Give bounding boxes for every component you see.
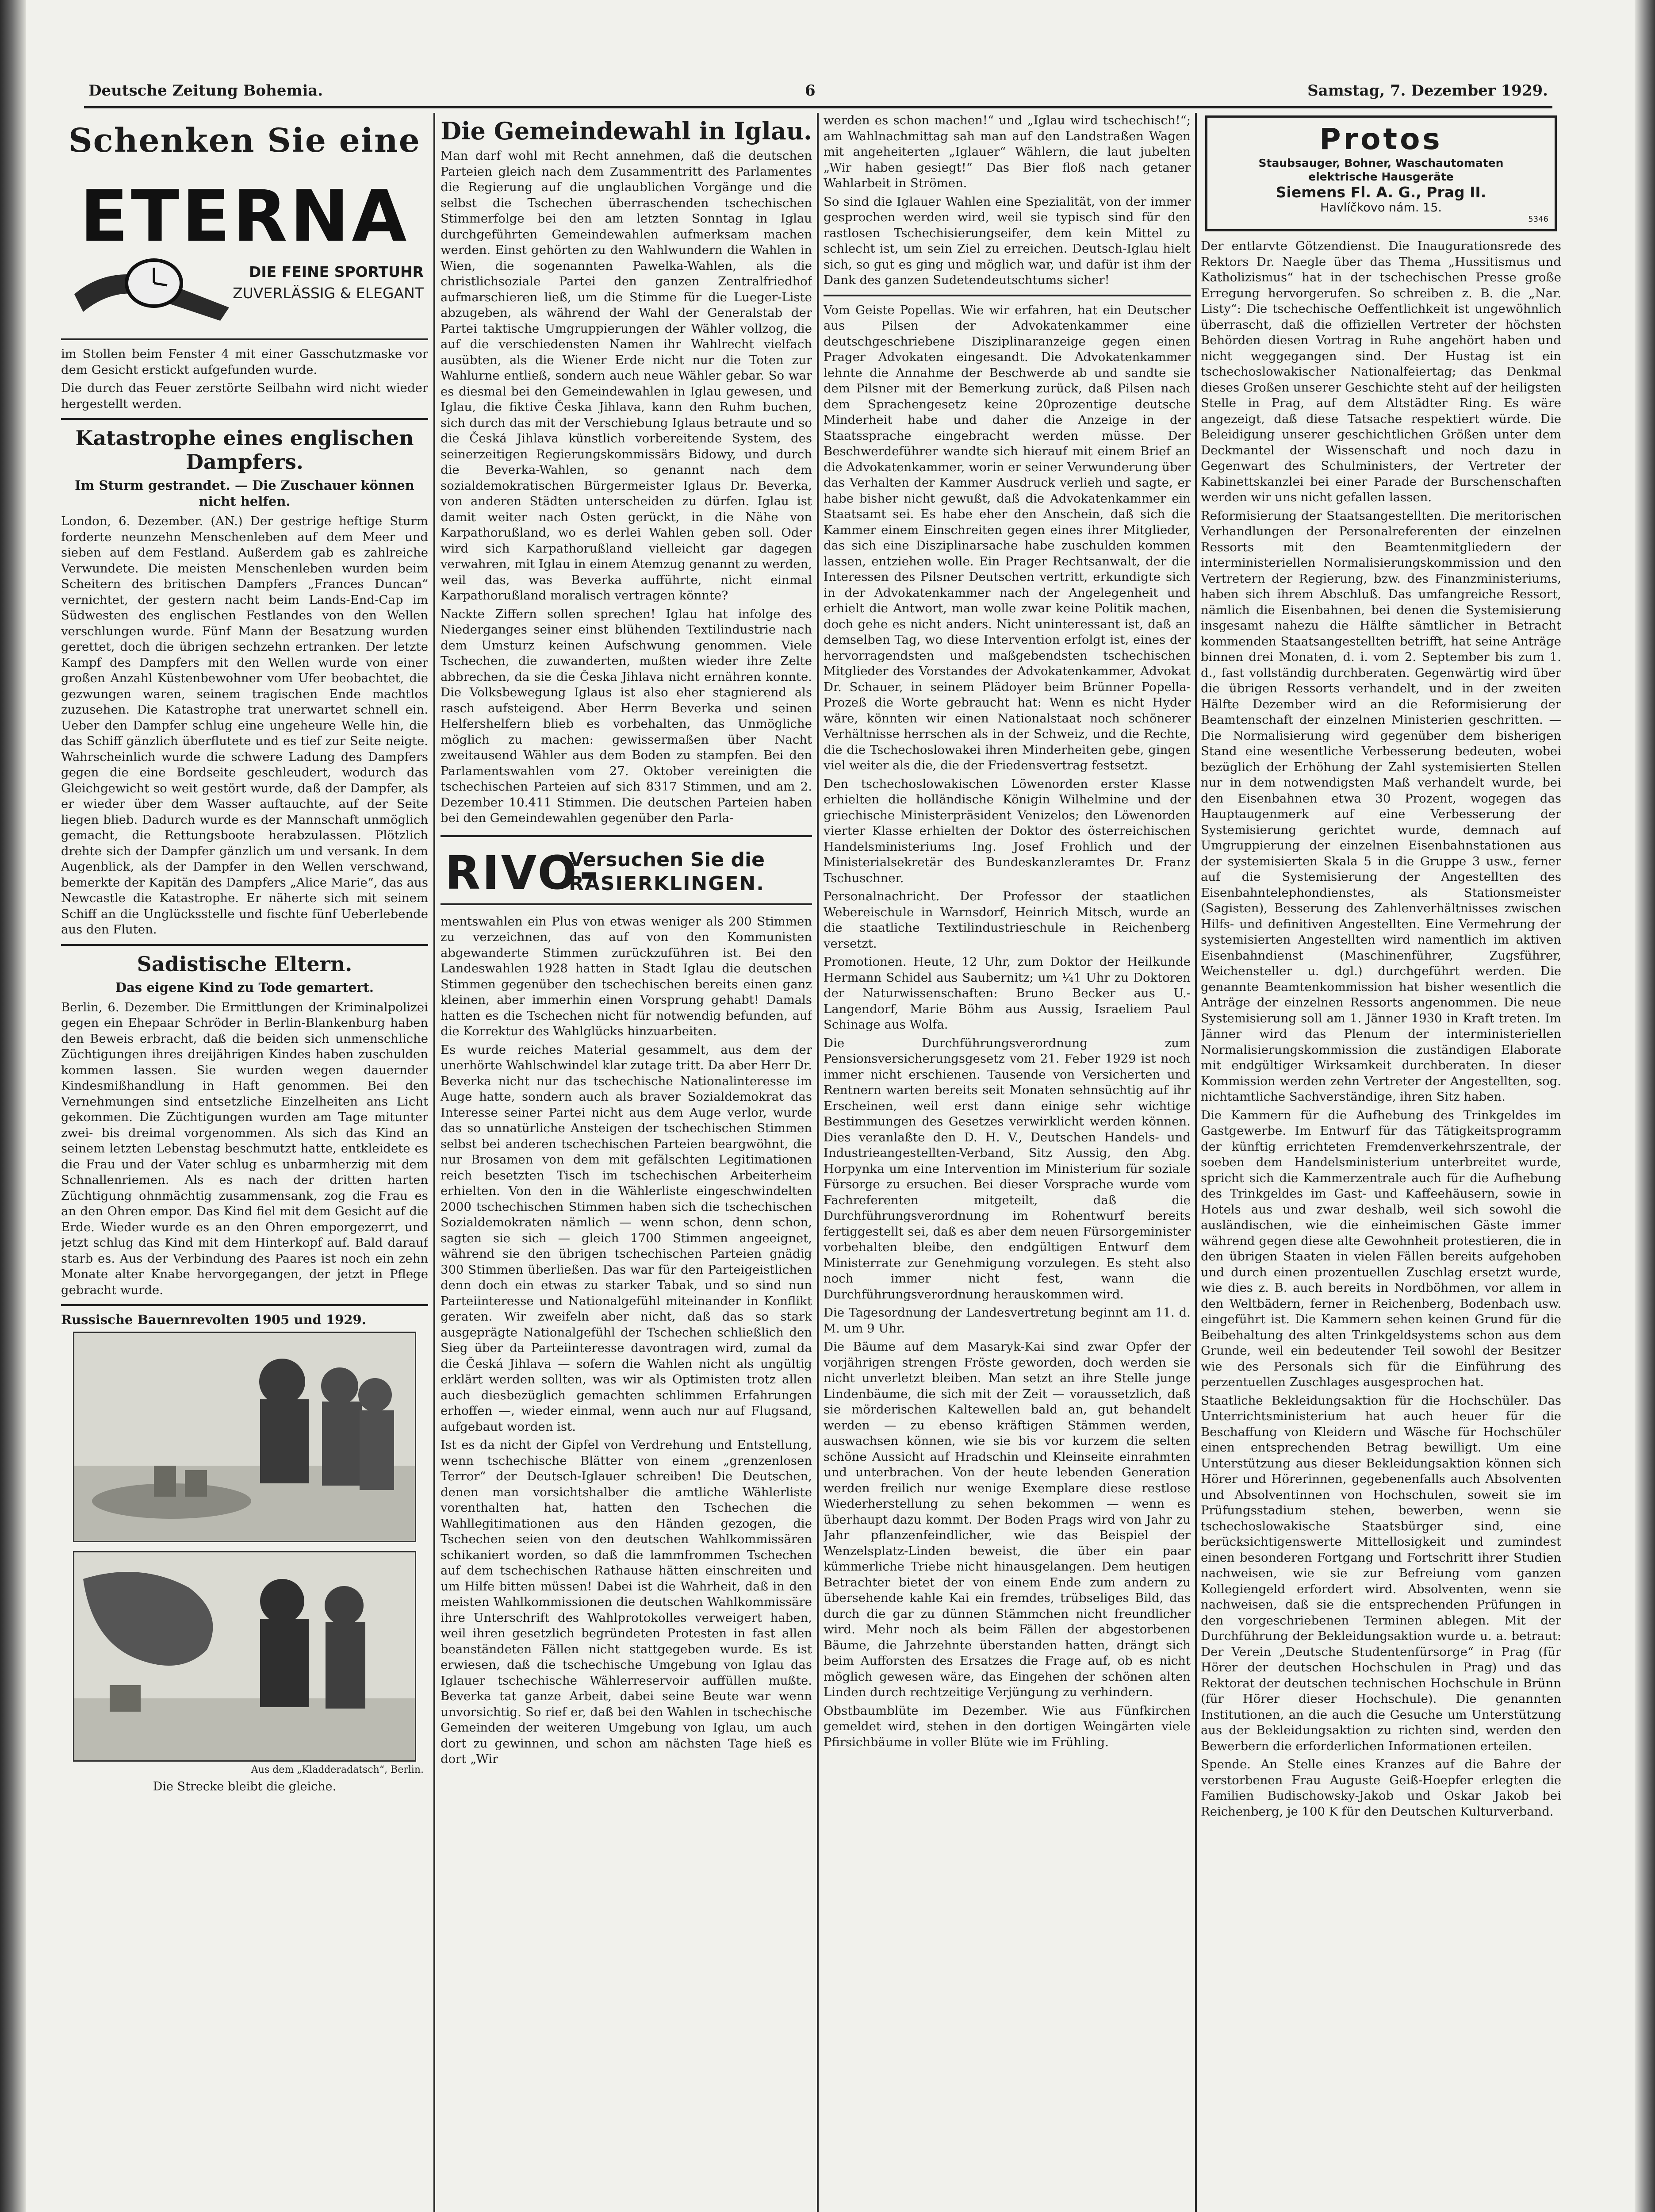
column-1 <box>61 113 428 2212</box>
news-item: Spende. An Stelle eines Kranzes auf die Bahre der verstorbenen Frau Auguste Geiß-Hoepfer erlegten die Familien Budischowsky-Jakob und Oskar Jakob bei Reichenberg, je 100 K für den Deutschen Kulturverband. <box>1201 1757 1561 1819</box>
column-4 <box>1201 113 1561 2212</box>
article-paragraph: Es wurde reiches Material gesammelt, aus dem der unerhörte Wahlschwindel klar zutage tritt. Da aber Herr Dr. Beverka nicht nur das tschechische Nationalinteresse im Auge hatte, sondern auch als braver Sozialdemokrat das Interesse seiner Partei nicht aus dem Auge verlor, wurde das so unnatürliche Ansteigen der tschechischen Stimmen selbst bei anderen tschechischen Parteien beargwöhnt, die nur Brosamen von dem mit gefälschten Legitimationen reich besetzten Tisch im tschechischen Arbeiterheim erhielten. Von den in die Wählerliste eingeschwindelten 2000 tschechischen Stimmen haben sich die tschechischen Sozialdemokraten nämlich — wenn schon, denn schon, sagten sie sich — gleich 1700 Stimmen angeeignet, während sie den übrigen tschechischen Parteien gnädig 300 Stimmen überließen. Das war für den Parteigeistlichen denn doch ein etwas zu starker Tabak, und so sind nun Parteiinteresse und Nationalgefühl miteinander in Konflikt geraten. Wir zweifeln aber nicht, daß das so stark ausgeprägte Nationalgefühl der Tschechen schließlich den Sieg über da Parteiinteresse davontragen wird, zumal da die Česká Jihlava — sofern die Wahlen nicht als ungültig erklärt werden sollten, was wir als Optimisten trotz allen auch diesbezüglich gemachten schlimmen Erfahrungen erhoffen —, wieder einmal, wenn auch nur auf Flugsand, aufgebaut worden ist. <box>441 1042 812 1434</box>
protos-company: Siemens Fl. A. G., Prag II. <box>1276 184 1486 201</box>
news-item: Promotionen. Heute, 12 Uhr, zum Doktor der Heilkunde Hermann Schidel aus Saubernitz; um ¼1 Uhr zu Doktoren der Naturwissenschaften: Bruno Becker aus U.-Langendorf, Marie Böhm aus Aussig, Israeliem Paul Schinage aus Wolfa. <box>824 955 1191 1032</box>
column-divider <box>817 113 819 2212</box>
issue-date: Samstag, 7. Dezember 1929. <box>1307 82 1548 100</box>
news-item: Staatliche Bekleidungsaktion für die Hochschüler. Das Unterrichtsministerium hat auch heuer für die Beschaffung von Kleidern und Wäsche für Hochschüler einen entsprechenden Betrag bewilligt. Um eine Unterstützung aus dieser Bekleidungsaktion können sich Hörer und Hörerinnen, gegebenenfalls auch Absolventen und Absolventinnen von Hochschulen, soweit sie im Prüfungsstadium stehen, bewerben, wenn sie tschechoslowakische Staatsbürger sind, eine berücksichtigenswerte Mittellosigkeit und zumindest einen besonderen Fortgang und Fortschritt ihrer Studien nachweisen, wie sie zur Befreiung vom ganzen Kollegiengeld erfordert wird. Absolventen, wenn sie nachweisen, daß sie die entsprechenden Prüfungen in den vorgeschriebenen Terminen ablegen. Mit der Durchführung der Bekleidungsaktion wurde u. a. betraut: Der Verein „Deutsche Studentenfürsorge“ in Prag (für Hörer der deutschen Hochschulen in Prag) und das Rektorat der deutschen technischen Hochschule in Brünn (für Hörer dieser Hochschule). Die genannten Institutionen, an die auch die Gesuche um Unterstützung aus der Bekleidungsaktion zu richten sind, werden den Bewerbern die erforderlichen Informationen erteilen. <box>1201 1393 1561 1753</box>
section-rule <box>61 1304 428 1306</box>
illustration-caption: Die Strecke bleibt die gleiche. <box>153 1780 337 1793</box>
rivo-line-1: Versuchen Sie die <box>569 848 765 871</box>
news-item: Die Durchführungsverordnung zum Pensionsversicherungsgesetz vom 21. Feber 1929 ist noch immer nicht erschienen. Tausende von Versicherten und Rentnern warten bereits seit Monaten sehnsüchtig auf ihr Erscheinen, weil erst dann einige sehr wichtige Bestimmungen des Gesetzes verwirklicht werden können. Dies veranlaßte den D. H. V., Deutschen Handels- und Industrieangestellten-Verband, Sitz Aussig, den Abg. Horpynka um eine Intervention im Ministerium für soziale Fürsorge zu ersuchen. Bei dieser Vorsprache wurde vom Fachreferenten mitgeteilt, daß die Durchführungsverordnung im Rohentwurf bereits fertiggestellt sei, daß es aber dem neuen Fürsorgeminister vorbehalten bleibe, den endgültigen Entwurf dem Ministerrate zur Genehmigung vorzulegen. Es steht also noch immer nicht fest, wann die Durchführungsverordnung herauskommen wird. <box>824 1036 1191 1302</box>
article-headline: Sadistische Eltern. <box>137 952 352 976</box>
protos-address: Havlíčkovo nám. 15. <box>1320 201 1442 215</box>
illustration-1905 <box>73 1332 416 1542</box>
protos-products: Staubsauger, Bohner, Waschautomaten <box>1258 157 1504 169</box>
article-subheadline: Das eigene Kind zu Tode gemartert. <box>115 979 374 995</box>
eterna-tagline-2: ZUVERLÄSSIG & ELEGANT <box>233 284 424 302</box>
rivo-brand: RIVO- <box>445 845 600 900</box>
page-header <box>88 82 1548 104</box>
news-item: Die Kammern für die Aufhebung des Trinkgeldes im Gastgewerbe. Im Entwurf für das Tätigkeitsprogramm der künftig errichteten Fremdenverkehrszentrale, der soeben dem Handelsministerium unterbreitet wurde, spricht sich die Kammerzentrale auch für die Aufhebung des Trinkgeldes im Gast- und Kaffeehäusern, sowie in Hotels aus und zwar deshalb, weil sich sowohl die ausländischen, wie die einheimischen Gäste immer während gegen diese alte Gewohnheit protestieren, die in den übrigen Staaten in vielen Fällen bereits aufgehoben und durch einen prozentuellen Zuschlag ersetzt wurde, wie dies z. B. auch bereits in Nordböhmen, vor allem in den Weltbädern, ferner in Reichenberg, Bodenbach usw. eingeführt ist. Die Kammern sehen keinen Grund für die Beibehaltung des alten Trinkgeldsystems schon aus dem Grunde, weil ein bedeutender Teil sowohl der Besitzer wie des Personals sich für die Einführung des perzentuellen Zuschlages ausgesprochen hat. <box>1201 1108 1561 1389</box>
news-item: Die Tagesordnung der Landesvertretung beginnt am 11. d. M. um 9 Uhr. <box>824 1306 1191 1336</box>
eterna-headline: Schenken Sie eine <box>69 122 421 160</box>
article-headline: Katastrophe eines englischen Dampfers. <box>75 426 414 474</box>
protos-products-2: elektrische Hausgeräte <box>1308 170 1454 183</box>
news-item: Vom Geiste Popellas. Wie wir erfahren, hat ein Deutscher aus Pilsen der Advokatenkammer eine deutschgeschriebene Disziplinaranzeige gegen einen Prager Advokaten eingesandt. Die Advokatenkammer lehnte die Annahme der Beschwerde ab und sandte sie dem Pilsner mit der Bemerkung zurück, daß Pilsen nach dem Sprachengesetz keine 20prozentige deutsche Minderheit habe und daher die Anzeige in der Staatssprache eingebracht werden müsse. Der Beschwerdeführer wandte sich hierauf mit einem Brief an die Advokatenkammer, worin er seiner Verwunderung über das Verhalten der Kammer Ausdruck verlieh und sagte, er habe bisher nicht gewußt, daß die Advokatenkammer ein Staatsamt sei. Es habe eher den Anschein, daß sich die Kammer einem Einschreiten gegen eines ihrer Mitglieder, das sich eine Disziplinarsache habe zuschulden kommen lassen, entziehen wolle. Ein Prager Rechtsanwalt, der die Interessen des Pilsner Deutschen vertritt, erkundigte sich in der Advokatenkammer nach der Angelegenheit und erhielt die Antwort, man wolle zwar keine Politik machen, doch gehe es nicht anders. Nicht uninteressant ist, daß an demselben Tag, wo diese Intervention erfolgt ist, eines der hervorragendsten und maßgebendsten tschechischen Mitglieder des Vorstandes der Advokatenkammer, Advokat Dr. Schauer, in seinem Plädoyer beim Brünner Popella-Prozeß die Worte gebraucht hat: Wenn es nicht Hyder wäre, könnten wir einen Nationalstaat noch schönerer Verhältnisse herrschen als in der Schweiz, und die Rechte, die die Tschechoslowakei ihren Minderheiten gebe, gingen viel weiter als die, die der Friedensvertrag festsetzt. <box>824 303 1191 772</box>
page-number: 6 <box>805 82 816 100</box>
section-rule <box>824 295 1191 296</box>
news-item: Den tschechoslowakischen Löwenorden erster Klasse erhielten die holländische Königin Wilhelmine und der griechische Ministerpräsident Venizelos; den Löwenorden vierter Klasse erhielten der Doktor des österreichischen Handelsministeriums Ing. Josef Frohlich und der Ministerialsekretär des Bundeskanzleramtes Dr. Franz Tschuschner. <box>824 776 1191 885</box>
rivo-line-2: RASIERKLINGEN. <box>569 872 765 895</box>
wristwatch-icon <box>70 241 238 325</box>
eterna-advertisement <box>61 113 428 340</box>
news-item: Obstbaumblüte im Dezember. Wie aus Fünfkirchen gemeldet wird, stehen in den dortigen Weingärten viele Pfirsichbäume in voller Blüte wie im Frühling. <box>824 1703 1191 1749</box>
article-paragraph: Ist es da nicht der Gipfel von Verdrehung und Entstellung, wenn tschechische Blätter von einem „grenzenlosen Terror“ der Deutsch-Iglauer schreiben! Die Deutschen, denen man vorsichtshalber die amtliche Wählerliste vorenthalten hat, hatten den Tschechen die Wahllegitimationen aus den Händen gezogen, die Tschechen seien von den deutschen Wahlkommissären schikaniert worden, so daß die lammfrommen Tschechen auf dem tschechischen Rathause hätten einschreiten und um Hilfe bitten müssen! Dabei ist die Wahrheit, daß in den meisten Wahlkommissionen die deutschen Wahlkommissäre ihre Unterschrift des Wahlprotokolles verweigert haben, weil ihren gesetzlich begründeten Protesten in fast allen beanständeten Fällen nicht stattgegeben wurde. Es ist erwiesen, daß die tschechische Umgebung von Iglau das Iglauer tschechische Wählerreservoir auffüllen mußte. Beverka tat ganze Arbeit, dabei seine Beute war wenn unvorsichtig. So rief er, daß bei den Wahlen in tschechische Gemeinden der weiteren Umgebung von Iglau, um auch dort zu gewinnen, und schon am nächsten Tage hieß es dort „Wir <box>441 1438 812 1766</box>
article-paragraph: Die durch das Feuer zerstörte Seilbahn wird nicht wieder hergestellt werden. <box>61 381 428 411</box>
article-continuation: werden es schon machen!“ und „Iglau wird tschechisch!“; am Wahlnachmittag sah man auf den Landstraßen Wagen mit angeheiterten „Iglauer“ Wählern, die laut jubelten „Wir haben gesiegt!“ Das Bier floß nach getaner Wahlarbeit in Strömen. <box>824 113 1191 190</box>
article-subheadline: Im Sturm gestrandet. — Die Zuschauer können nicht helfen. <box>75 478 414 509</box>
scan-left-edge <box>0 0 26 2212</box>
illustration-credit: Aus dem „Kladderadatsch“, Berlin. <box>251 1764 424 1775</box>
news-item: Die Bäume auf dem Masaryk-Kai sind zwar Opfer der vorjährigen strengen Fröste geworden, doch werden sie nicht unverletzt bleiben. Man setzt an ihre Stelle junge Lindenbäume, die sich mit der Zeit — voraussetzlich, daß sie mörderischen Kaltewellen bald an, gut behandelt werden — zu ebenso kräftigen Stämmen werden, auswachsen können, wie sie bis vor kurzem die selten schöne Aussicht auf Hradschin und Kleinseite einrahmten und unterbrachen. Von der heute lebenden Generation werden freilich nur wenige Exemplare diese restlose Wiederherstellung zu sehen bekommen — wenn es überhaupt dazu kommt. Der Boden Prags wird von Jahr zu Jahr pflanzenfeindlicher, wie das Beispiel der Wenzelsplatz-Linden beweist, die über ein paar kümmerliche Triebe nicht hinausgelangen. Dem heutigen Betrachter bietet der von einem Ende zum andern zu übersehende kahle Kai ein fremdes, trübseliges Bild, das durch die gar zu dünnen Stämmchen nicht freundlicher wird. Mehr noch als beim Fällen der abgestorbenen Bäume, die Jahrzehnte überstanden hatten, drängt sich beim Aufforsten des Ersatzes die Frage auf, ob es nicht möglich gewesen wäre, das Eingehen der schönen alten Linden durch rechtzeitige Verjüngung zu verhindern. <box>824 1340 1191 1699</box>
protos-brand: Protos <box>1319 122 1443 156</box>
column-2 <box>441 113 812 2212</box>
column-divider <box>1195 113 1197 2212</box>
protos-advertisement <box>1205 115 1557 231</box>
news-item: Der entlarvte Götzendienst. Die Inaugurationsrede des Rektors Dr. Naegle über das Thema „Hussitismus und Katholizismus“ hat in der tschechischen Presse große Erregung hervorgerufen. So schreiben z. B. die „Nar. Listy“: Die tschechische Oeffentlichkeit ist ungewöhnlich überrascht, daß die offiziellen Vertreter der höchsten Behörden diesen Vortrag in Ruhe angehört haben und nicht weggegangen sind. Der Hustag ist ein tschechoslowakischer Nationalfeiertag; das Denkmal dieses Großen unserer Geschichte steht auf der heiligsten Stelle in Prag, auf dem Altstädter Ring. Es wäre angezeigt, daß diese Tatsache respektiert würde. Die Beleidigung unserer geschichtlichen Größen unter dem Deckmantel der Wissenschaft und noch dazu in Gegenwart des Schulministers, der Vertreter der Kabinettskanzlei bei einer Parade der Burschenschaften werden wir uns nicht gefallen lassen. <box>1201 239 1561 504</box>
news-item: Reformisierung der Staatsangestellten. Die meritorischen Verhandlungen der Personalreferenten der einzelnen Ressorts mit den Beamtenmitgliedern der interministeriellen Normalisierungskommission und den Vertretern der Regierung, bzw. des Finanzministeriums, haben sich ihrem Abschluß. Das umfangreiche Ressort, nämlich die Eisenbahnen, bei denen die Systemisierung insgesamt nahezu die Hälfte sämtlicher in Betracht kommenden Staatsangestellten betrifft, hat seine Anträge binnen drei Monaten, d. i. vom 2. September bis zum 1. d., fast vollständig durchberaten. Gegenwärtig wird über die übrigen Ressorts verhandelt, und in der zweiten Hälfte Dezember wird an die Reformisierung der Beamtenschaft der einzelnen Ministerien geschritten. — Die Normalisierung wird gegenüber dem bisherigen Stand eine wesentliche Verbesserung bedeuten, wobei bezüglich der Erhöhung der Zahl systemisierten Stellen nur in dem notwendigsten Maß verhandelt wurde, bei den Eisenbahnen etwa 30 Prozent, wogegen das Hauptaugenmerk auf eine Verbesserung der Systemisierung gerichtet wurde, demnach auf Umgruppierung der einzelnen Eisenbahnstationen aus der systemisierten Skala 5 in die Gruppe 3 usw., ferner auf die Systemisierung der Angestellten des Eisenbahntelephondienstes, als Stationsmeister (Sagisten), Besserung des Zahlenverhältnisses zwischen Hilfs- und definitiven Angestellten. Eine Vermehrung der systemisierten Angestellten wird namentlich im aktiven Eisenbahndienst (Maschinenführer, Zugsführer, Weichensteller u. dgl.) durchgeführt werden. Die genannte Beamtenkommission hat bisher wesentlich die Anträge der einzelnen Ressorts angenommen. Die neue Systemisierung soll am 1. Jänner 1930 in Kraft treten. Im Jänner wird das Plenum der interministeriellen Normalisierungskommission die zuständigen Elaborate mit endgültiger Wirksamkeit durchberaten. In dieser Kommission werden zehn Vertreter der Angestellten, sog. nichtamtliche Sachverständige, ihren Sitz haben. <box>1201 508 1561 1104</box>
illustration-title: Russische Bauernrevolten 1905 und 1929. <box>61 1312 366 1327</box>
article-paragraph: Berlin, 6. Dezember. Die Ermittlungen der Kriminalpolizei gegen ein Ehepaar Schröder in Berlin-Blankenburg haben den Beweis erbracht, daß die beiden sich unmenschliche Züchtigungen ihres dreijährigen Kindes haben zuschulden kommen lassen. Sie wurden wegen dauernder Kindesmißhandlung in Haft genommen. Bei den Vernehmungen sind entsetzliche Einzelheiten ans Licht gekommen. Die Züchtigungen wurden am Tage mitunter zwei- bis dreimal vorgenommen. Als sich das Kind an seinem letzten Lebenstag beschmutzt hatte, entkleidete es die Frau und der Vater schlug es unbarmherzig mit dem Schnallenriemen. Als es nach der dritten harten Züchtigung ohnmächtig zusammensank, zog die Frau es an den Ohren empor. Das Kind fiel mit dem Gesicht auf die Erde. Wieder wurde es an den Ohren emporgezerrt, und jetzt schlug das Kind mit dem Hinterkopf auf. Bald darauf starb es. Aus der Verbindung des Paares ist noch ein zehn Monate alter Knabe hervorgegangen, der jetzt in Pflege gebracht wurde. <box>61 1000 428 1297</box>
article-paragraph: Nackte Ziffern sollen sprechen! Iglau hat infolge des Niederganges seiner einst blühenden Textilindustrie nach dem Umsturz keinen Aufschwung genommen. Viele Tschechen, die zuwanderten, mußten wieder ihre Zelte abbrechen, da sie die Česka Jihlava nicht ernähren konnte. Die Volksbewegung Iglaus ist also eher stagnierend als rasch aufsteigend. Aber Herrn Beverka und seinen Helfershelfern blieb es vorbehalten, das Unmögliche möglich zu machen: gewissermaßen über Nacht zweitausend Wähler aus dem Boden zu stampfen. Bei den Parlamentswahlen vom 27. Oktober vereinigten die tschechischen Parteien auf sich 8317 Stimmen, und am 2. Dezember 10.411 Stimmen. Die deutschen Parteien haben bei den Gemeindewahlen gegenüber den Parla- <box>441 607 812 825</box>
article-paragraph: mentswahlen ein Plus von etwas weniger als 200 Stimmen zu verzeichnen, das auf von den Kommunisten abgewanderte Stimmen zurückzuführen ist. Bei den Landeswahlen 1928 hatten in Stadt Iglau die deutschen Stimmen gegenüber den tschechischen bereits einen ganz kleinen, aber immerhin einen Vorsprung gehabt! Damals hatten es die Tschechen nicht für notwendig befunden, auf die Korrektur des Wahlglücks hinzuarbeiten. <box>441 914 812 1038</box>
section-rule <box>61 944 428 946</box>
article-paragraph: London, 6. Dezember. (AN.) Der gestrige heftige Sturm forderte neunzehn Menschenleben auf dem Meer und sieben auf dem Festland. Außerdem gab es zahlreiche Verwundete. Die meisten Menschenleben wurden beim Scheitern des britischen Dampfers „Frances Duncan“ vernichtet, der gestern nacht beim Lands-End-Cap im Südwesten des englischen Festlandes von den Wellen verschlungen wurde. Fünf Mann der Besatzung wurden gerettet, doch die übrigen sechzehn ertranken. Der letzte Kampf des Dampfers mit den Wellen wurde von einer großen Anzahl Küstenbewohner vom Ufer beobachtet, die gezwungen waren, seinem tragischen Ende machtlos zuzusehen. Die Katastrophe trat unerwartet schnell ein. Ueber den Dampfer schlug eine ungeheure Welle hin, die das Schiff gänzlich überflutete und es tief zur Seite neigte. Wahrscheinlich wurde die schwere Ladung des Dampfers gegen die eine Bordseite geschleudert, wodurch das Gleichgewicht so weit gestört wurde, daß der Dampfer, als er wieder über dem Wasser auftauchte, auf der Seite liegen blieb. Dadurch wurde es der Mannschaft unmöglich gemacht, die Rettungsboote herabzulassen. Plötzlich drehte sich der Dampfer gänzlich um und versank. In dem Augenblick, als der Dampfer in den Wellen verschwand, bemerkte der Kapitän des Dampfers „Alice Marie“, das aus Newcastle die Katastrophe. Er näherte sich mit seinem Schiff an die Unglücksstelle und fischte fünf Ueberlebende aus den Fluten. <box>61 514 428 937</box>
article-continuation: im Stollen beim Fenster 4 mit einer Gasschutzmaske vor dem Gesicht erstickt aufgefunden wurde. <box>61 347 428 377</box>
header-rule <box>84 106 1552 108</box>
news-item: Personalnachricht. Der Professor der staatlichen Webereischule in Warnsdorf, Heinrich Mitsch, wurde an die staatliche Textilindustrieschule in Reichenberg versetzt. <box>824 889 1191 951</box>
column-divider <box>433 113 435 2212</box>
article-headline: Die Gemeindewahl in Iglau. <box>441 117 812 145</box>
article-paragraph: Man darf wohl mit Recht annehmen, daß die deutschen Parteien gleich nach dem Zusammentritt des Parlamentes die Regierung auf die unglaublichen Vorgänge und die selbst die Tschechen überraschenden tschechischen Stimmerfolge bei den am letzten Sonntag in Iglau durchgeführten Gemeindewahlen aufmerksam machen werden. Einst gehörten zu den Wahlwundern die Wahlen in Wien, die sogenannten Pawelka-Wahlen, als die christlichsoziale Partei den ganzen Zentralfriedhof aufmarschieren ließ, um die Stimme für die Lueger-Liste abzugeben, als während der Wahl der Generalstab der Partei taktische Umgruppierungen der Wähler vollzog, die auf die verschiedensten Namen ihr Wahlrecht vielfach ausübten, als die Wiener Erde nicht nur die Toten zur Wahlurne entließ, sondern auch neue Wähler gebar. So war es diesmal bei den Gemeindewahlen in Iglau gewesen, und Iglau, die fiktive Česka Jihlava, kann den Ruhm buchen, sich durch das mit der Verschiebung Iglaus betraute und so die Česká Jihlava künstlich vorbereitende System, des seinerzeitigen Regierungskommissärs Bidowy, und durch die Beverka-Wahlen, so genannt nach dem sozialdemokratischen Bürgermeister Iglaus Dr. Beverka, von anderen Städten unterscheiden zu dürfen. Iglau ist damit weiter nach Osten gerückt, in die Nähe von Karpathorußland, wo es derlei Wahlen geben soll. Oder wird sich Karpathorußland vielleicht gar dagegen verwahren, mit Iglau in einem Atemzug genannt zu werden, weil das, was Beverka aufführte, nicht einmal Karpathorußland moralisch vertragen könnte? <box>441 149 812 603</box>
article-paragraph: So sind die Iglauer Wahlen eine Spezialität, von der immer gesprochen werden wird, weil sie typisch sind für den rastlosen Tschechisierungseifer, dem kein Mittel zu schlecht ist, um sein Ziel zu erreichen. Deutsch-Iglau hielt sich, so gut es ging und möglich war, und dafür ist ihm der Dank des ganzen Sudetendeutschtums sicher! <box>824 194 1191 287</box>
rivo-advertisement <box>441 835 812 905</box>
column-3 <box>824 113 1191 2212</box>
eterna-brand: ETERNA <box>80 175 410 257</box>
scan-right-edge <box>1635 0 1655 2212</box>
newspaper-name: Deutsche Zeitung Bohemia. <box>88 82 323 100</box>
protos-code: 5346 <box>1528 215 1548 224</box>
illustration-1929 <box>73 1551 416 1762</box>
section-rule <box>61 418 428 420</box>
eterna-tagline-1: DIE FEINE SPORTUHR <box>249 263 424 280</box>
